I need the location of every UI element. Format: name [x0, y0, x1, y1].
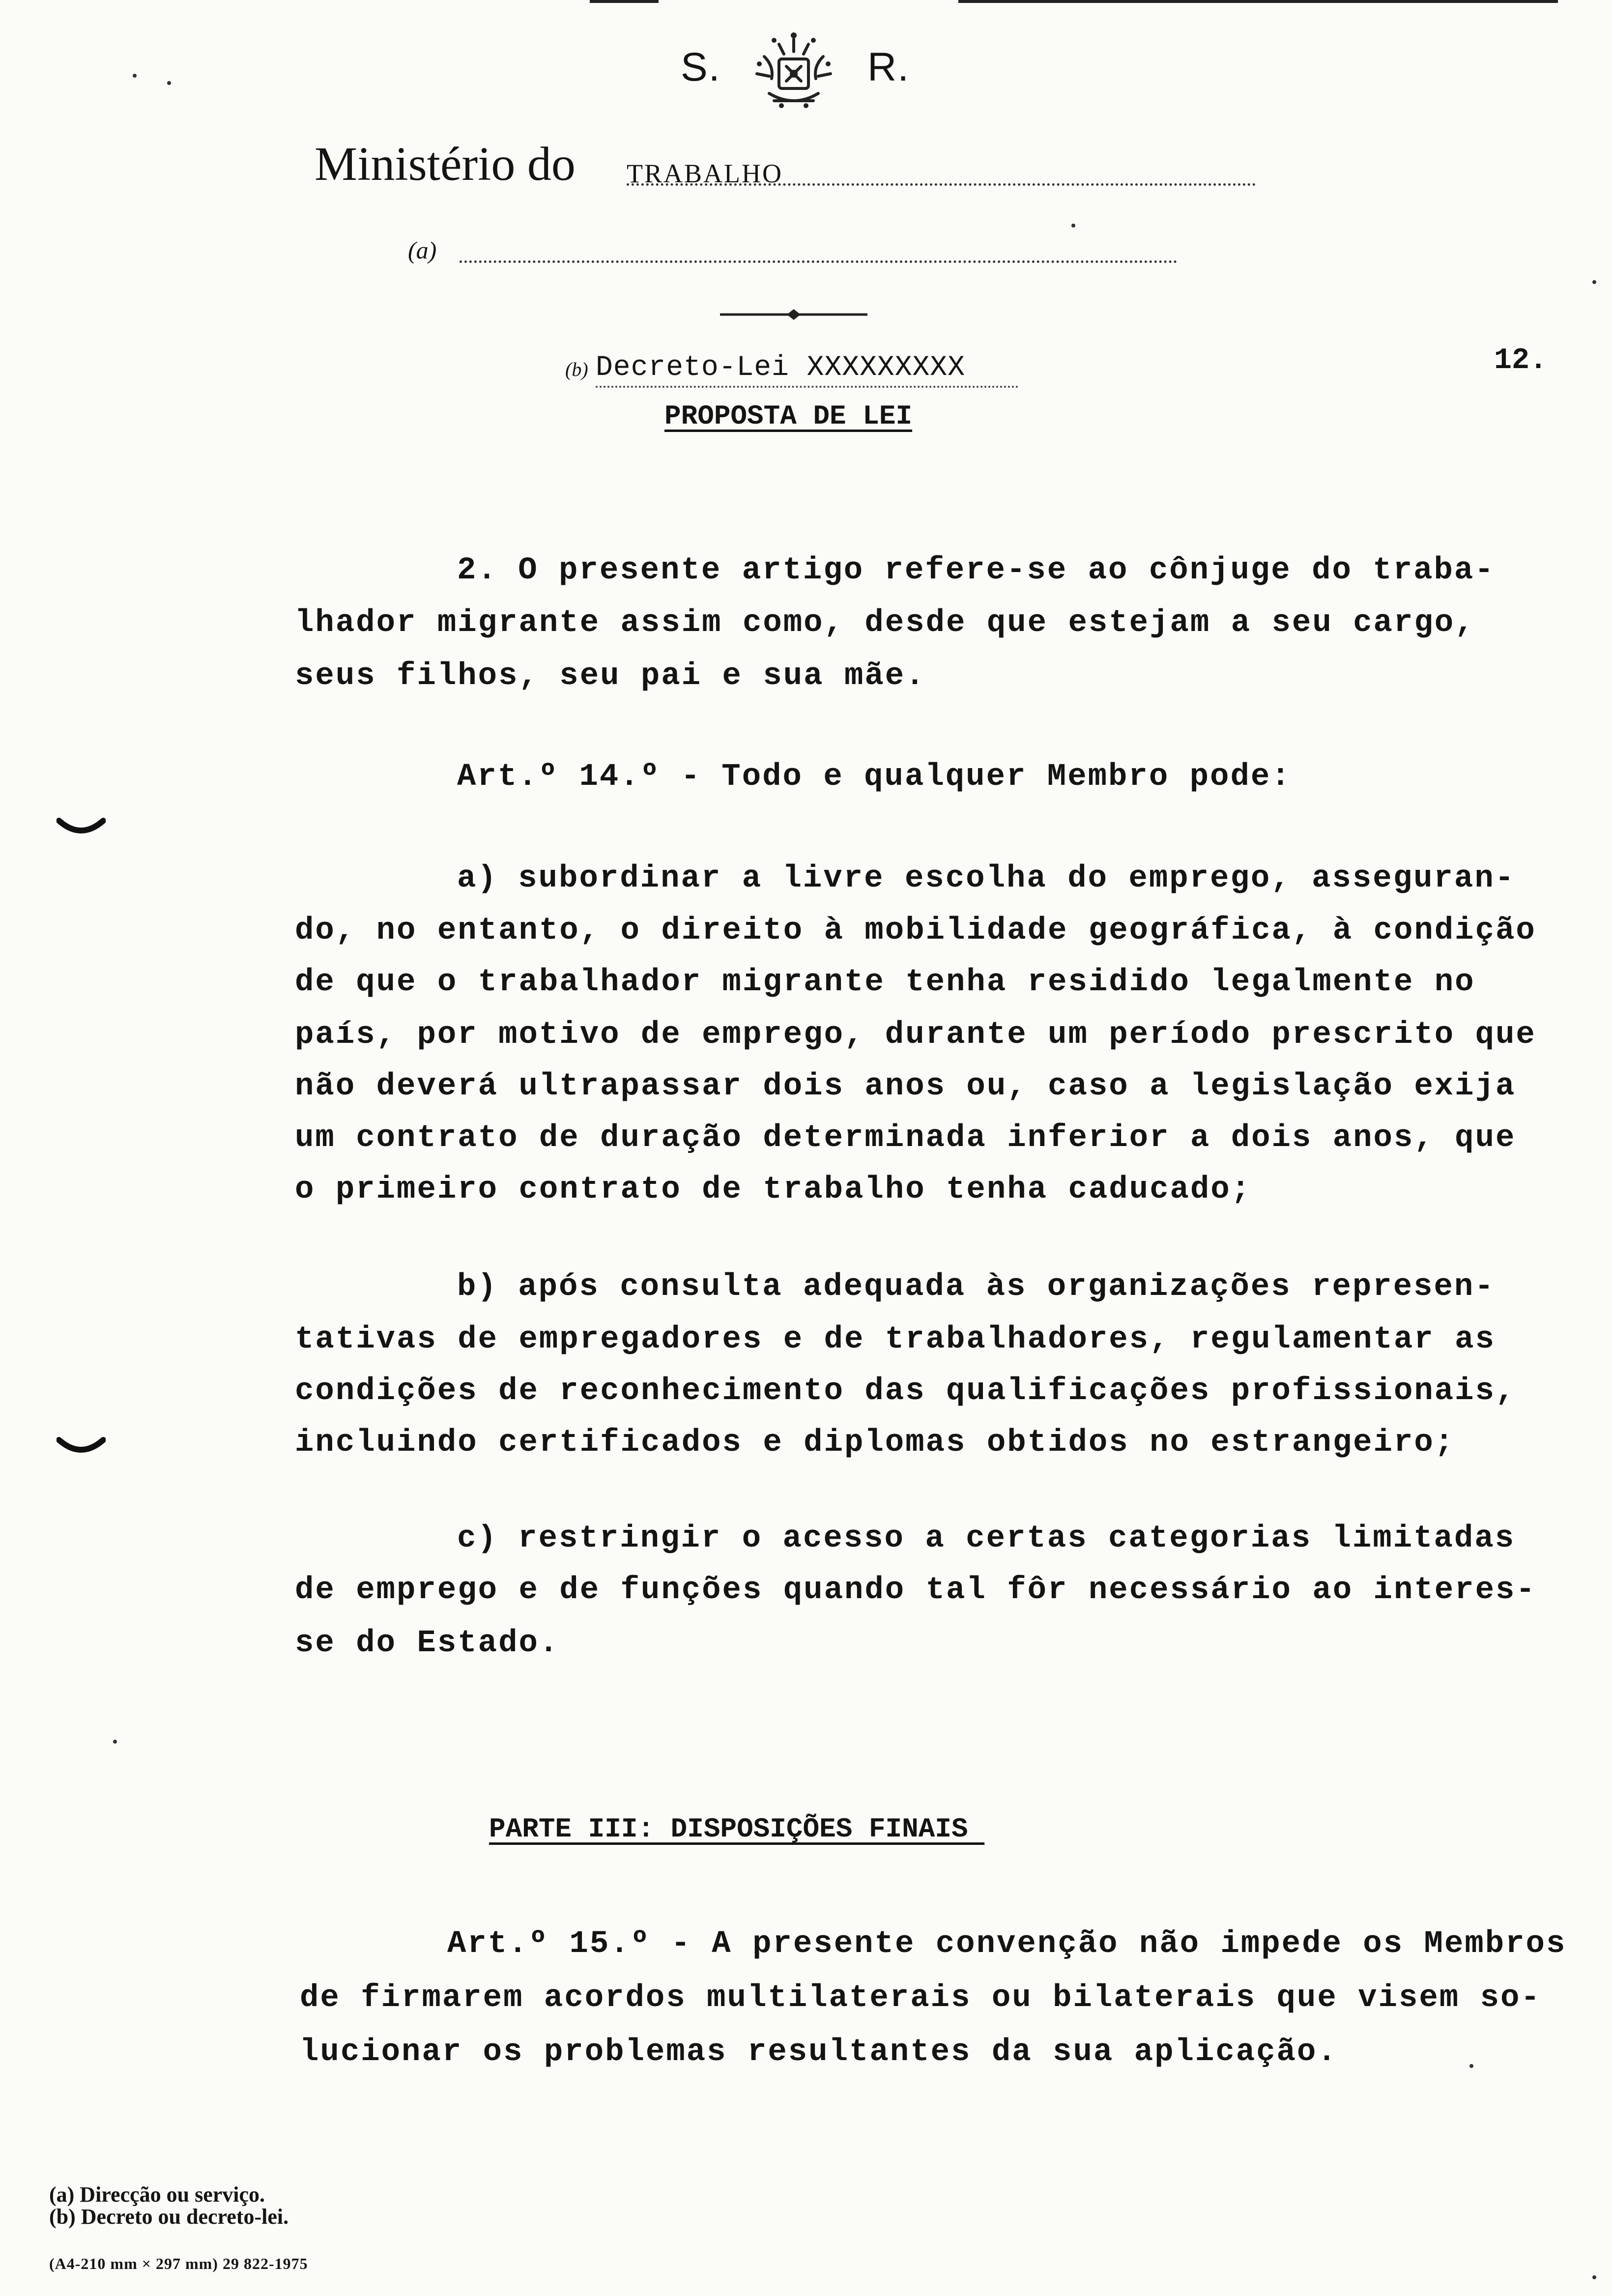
item-a-line: de que o trabalhador migrante tenha residido legalmente no [295, 965, 1475, 1000]
letterhead-right-letter: R. [867, 45, 910, 89]
ministry-value: TRABALHO [627, 159, 783, 188]
footnote-a: (a) Direcção ou serviço. [49, 2182, 265, 2207]
print-info: (A4-210 mm × 297 mm) 29 822-1975 [49, 2255, 308, 2272]
top-rule [590, 0, 659, 3]
page-number: 12. [1494, 344, 1548, 377]
top-rule [958, 0, 1558, 3]
article-14-heading: Art.º 14.º - Todo e qualquer Membro pode: [457, 759, 1292, 795]
field-b-marker: (b) [565, 358, 588, 380]
punch-hole-mark [57, 816, 106, 840]
diamond-divider-icon [720, 307, 867, 322]
field-a-line [460, 260, 1177, 263]
punch-hole-mark [57, 1435, 106, 1460]
item-b-line: tativas de empregadores e de trabalhadores, regulamentar as [295, 1322, 1496, 1357]
item-b-line: condições de reconhecimento das qualificações profissionais, [295, 1374, 1516, 1409]
letterhead-left-letter: S. [681, 45, 721, 89]
item-a-line: um contrato de duração determinada inferior a dois anos, que [295, 1120, 1516, 1156]
item-a-line: o primeiro contrato de trabalho tenha caducado; [295, 1172, 1252, 1207]
part-3-heading: PARTE III: DISPOSIÇÕES FINAIS [489, 1813, 985, 1845]
article-15-line: lucionar os problemas resultantes da sua aplicação. [300, 2035, 1338, 2070]
scan-speck [113, 1740, 117, 1744]
para-2-line: lhador migrante assim como, desde que estejam a seu cargo, [295, 605, 1475, 641]
article-15-line: de firmarem acordos multilaterais ou bilaterais que visem so- [300, 1980, 1541, 2016]
item-c-line: c) restringir o acesso a certas categorias limitadas [457, 1521, 1516, 1556]
scan-speck [1469, 2064, 1473, 2068]
footnote-b: (b) Decreto ou decreto-lei. [49, 2205, 289, 2229]
para-2-line: 2. O presente artigo refere-se ao cônjuge do traba- [457, 553, 1495, 588]
item-c-line: se do Estado. [295, 1626, 560, 1661]
document-title: PROPOSTA DE LEI [664, 401, 913, 432]
field-b-line [596, 386, 1018, 388]
scan-speck [133, 74, 137, 78]
ministry-label: Ministério do [315, 138, 576, 191]
item-a-line: do, no entanto, o direito à mobilidade geográfica, à condição [295, 913, 1536, 948]
item-c-line: de emprego e de funções quando tal fôr necessário ao interes- [295, 1573, 1536, 1608]
scan-speck [1592, 280, 1596, 284]
scan-speck [1071, 224, 1075, 228]
field-b-struck-text: Decreto-Lei XXXXXXXXX [596, 352, 965, 384]
scan-speck [167, 81, 171, 85]
item-b-line: b) após consulta adequada às organizações represen- [457, 1269, 1495, 1305]
item-a-line: não deverá ultrapassar dois anos ou, caso a legislação exija [295, 1069, 1516, 1104]
item-a-line: a) subordinar a livre escolha do emprego, asseguran- [457, 861, 1516, 896]
coat-of-arms-icon [745, 29, 843, 113]
scan-speck [1592, 2275, 1596, 2279]
para-2-line: seus filhos, seu pai e sua mãe. [295, 659, 926, 694]
field-a-marker: (a) [408, 236, 437, 264]
item-a-line: país, por motivo de emprego, durante um período prescrito que [295, 1017, 1536, 1053]
item-b-line: incluindo certificados e diplomas obtidos no estrangeiro; [295, 1425, 1455, 1461]
ministry-field-line [627, 183, 1256, 186]
article-15-line: Art.º 15.º - A presente convenção não impede os Membros [447, 1926, 1567, 1962]
